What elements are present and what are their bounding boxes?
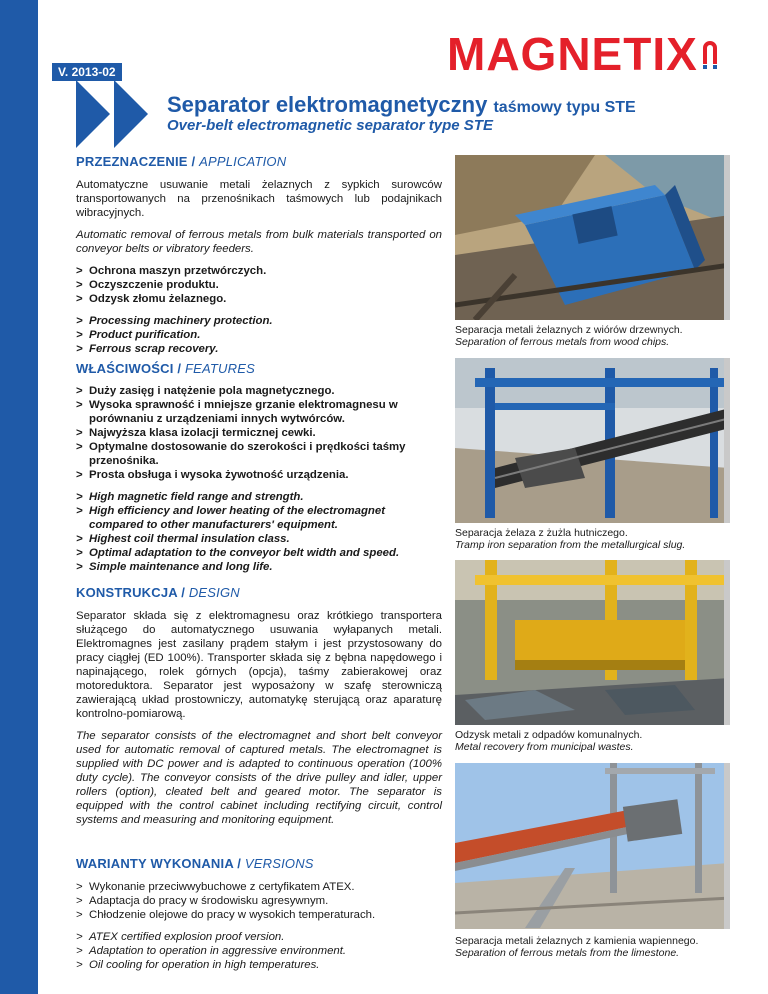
design-text-pl: Separator składa się z elektromagnesu oraz krótkiego transportera służącego do automatycznego usuwania wyłapanych metali. Elektromagnes jest zasilany prądem stałym i jest przystosowany do pracy ciągłej (ED 100%). Transporter składa się z bębna napędowego i napinającego, rolek górnych (opcja), taśmy zabierakowej oraz motoreduktora. Separator jest wyposażony w szafę sterowniczą zawierającą układ prostowniczy, automatykę sterującą oraz aparaturę kontrolno-pomiarową. [76,610,442,720]
photo-caption-4: Separacja metali żelaznych z kamienia wapiennego. Separation of ferrous metals from the limestone. [455,935,699,959]
list-item: > Duży zasięg i natężenie pola magnetycznego. [76,384,442,398]
list-item: > Najwyższa klasa izolacji termicznej cewki. [76,426,442,440]
magnet-logo-icon [700,34,720,74]
features-bullets-en [76,490,442,574]
list-item: > ATEX certified explosion proof version. [76,930,442,944]
versions-bullets-pl [76,880,442,922]
section-application [76,178,442,364]
features-bullets-pl [76,384,442,482]
left-band [0,0,38,994]
application-bullets-pl [76,264,442,306]
photo-municipal-waste [455,560,730,725]
list-item: > Wykonanie przeciwwybuchowe z certyfikatem ATEX. [76,880,442,894]
section-design [76,609,442,835]
list-item: > High efficiency and lower heating of the electromagnet compared to other manufacturers' equipment. [76,504,442,532]
page-subtitle: Over-belt electromagnetic separator type STE [167,117,493,134]
list-item: > Oil cooling for operation in high temperatures. [76,958,442,972]
application-text-en: Automatic removal of ferrous metals from bulk materials transported on conveyor belts or vibratory feeders. [76,229,442,255]
section-heading-features: WŁAŚCIWOŚCI / FEATURES [76,361,255,376]
list-item: > Odzysk złomu żelaznego. [76,292,442,306]
section-heading-design: KONSTRUKCJA / DESIGN [76,585,240,600]
list-item: > Adaptacja do pracy w środowisku agresywnym. [76,894,442,908]
photo-limestone [455,763,730,929]
photo-caption-1: Separacja metali żelaznych z wiórów drzewnych. Separation of ferrous metals from wood chips. [455,324,683,348]
list-item: > Prosta obsługa i wysoka żywotność urządzenia. [76,468,442,482]
list-item: > Adaptation to operation in aggressive environment. [76,944,442,958]
section-heading-application: PRZEZNACZENIE / APPLICATION [76,154,287,169]
logo [447,28,720,80]
list-item: > Product purification. [76,328,442,342]
double-chevron-icon [76,80,156,148]
photo-caption-2: Separacja żelaza z żużla hutniczego. Tramp iron separation from the metallurgical slug. [455,527,686,551]
title-tail: taśmowy typu STE [493,99,636,116]
list-item: > Simple maintenance and long life. [76,560,442,574]
list-item: > Ferrous scrap recovery. [76,342,442,356]
version-label: V. 2013-02 [52,63,122,81]
logo-text: MAGNETIX [447,28,698,80]
title-main: Separator elektromagnetyczny [167,92,488,117]
application-bullets-en [76,314,442,356]
section-versions [76,880,442,980]
page-title [167,92,636,118]
versions-bullets-en [76,930,442,972]
list-item: > Optymalne dostosowanie do szerokości i prędkości taśmy przenośnika. [76,440,442,468]
list-item: > Optimal adaptation to the conveyor belt width and speed. [76,546,442,560]
list-item: > Highest coil thermal insulation class. [76,532,442,546]
list-item: > Oczyszczenie produktu. [76,278,442,292]
photo-wood-chips [455,155,730,320]
list-item: > Chłodzenie olejowe do pracy w wysokich temperaturach. [76,908,442,922]
design-text-en: The separator consists of the electromagnet and short belt conveyor used for automatic removal of captured metals. The electromagnet is supplied with DC power and is adapted to continuous operation (100% duty cycle). The conveyor consists of the drive pulley and idler, upper rollers (option), cleated belt and geared motor. The separator is equipped with the control cabinet including rectifying circuit, control systems and measuring and monitoring equipment. [76,730,442,826]
application-text-pl: Automatyczne usuwanie metali żelaznych z sypkich surowców transportowanych na przenośnikach taśmowych lub podajnikach wibracyjnych. [76,179,442,219]
list-item: > High magnetic field range and strength. [76,490,442,504]
section-features [76,384,442,582]
section-heading-versions: WARIANTY WYKONANIA / VERSIONS [76,856,314,871]
list-item: > Wysoka sprawność i mniejsze grzanie elektromagnesu w porównaniu z urządzeniami innych wytwórców. [76,398,442,426]
photo-caption-3: Odzysk metali z odpadów komunalnych. Metal recovery from municipal wastes. [455,729,643,753]
photo-slag [455,358,730,523]
list-item: > Ochrona maszyn przetwórczych. [76,264,442,278]
list-item: > Processing machinery protection. [76,314,442,328]
